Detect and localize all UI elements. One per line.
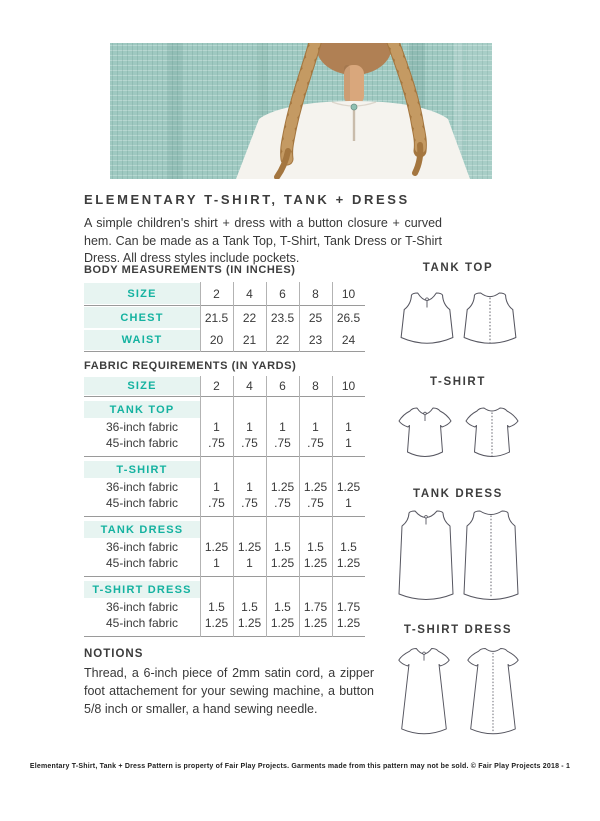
yardage-value: 1.25: [336, 616, 361, 630]
fabric-width-label: 36-inch fabric: [105, 540, 179, 554]
size-value: 8: [312, 286, 319, 301]
size-value: 6: [279, 286, 286, 301]
t-shirt-dress-back-icon: [461, 644, 525, 746]
table-row: [84, 376, 365, 397]
yardage-value: 1.5: [274, 540, 291, 554]
yardage-value: 1.25: [270, 616, 295, 630]
table-row: [84, 306, 365, 329]
waist-value: 23: [308, 333, 323, 347]
yardage-value: 1.5: [208, 600, 225, 614]
table-row: [84, 419, 365, 435]
chest-value: 25: [308, 310, 323, 325]
table-row: [84, 555, 365, 571]
hero-photo-illustration: [110, 43, 492, 179]
size-value: 4: [246, 379, 253, 393]
chest-value: 26.5: [336, 310, 361, 325]
copyright-footer: Elementary T-Shirt, Tank + Dress Pattern is property of Fair Play Projects. Garments made from this pattern may not be sold. © Fair Play Projects 2018 - 1: [29, 763, 571, 770]
yardage-value: 1: [213, 420, 220, 434]
fabric-width-label: 45-inch fabric: [105, 496, 179, 510]
tank-dress-back-icon: [461, 508, 521, 610]
yardage-value: .75: [208, 436, 225, 450]
table-row: [84, 615, 365, 631]
yardage-value: 1: [345, 436, 352, 450]
yardage-value: 1.25: [336, 556, 361, 570]
fabric-width-label: 36-inch fabric: [105, 420, 179, 434]
yardage-value: 1.5: [274, 600, 291, 614]
fabric-width-label: 45-inch fabric: [105, 616, 179, 630]
t-shirt-dress-front-icon: [392, 644, 456, 746]
yardage-value: 1.75: [336, 600, 361, 614]
section-header-label: TANK DRESS: [84, 521, 200, 538]
yardage-value: 1: [246, 480, 253, 494]
left-column: [84, 264, 374, 718]
page-description: A simple children's shirt + dress with a button closure + curved hem. Can be made as a Tank Top, T-Shirt, Tank Dress or T-Shirt Dress. All dress styles include pockets.: [84, 216, 442, 265]
table-row: [84, 329, 365, 352]
notions-text: Thread, a 6-inch piece of 2mm satin cord, a zipper foot attachement for your sewing machine, a button 5/8 inch or smaller, a hand sewing needle.: [84, 666, 374, 716]
chest-value: 23.5: [270, 310, 295, 325]
t-shirt-heading: T-SHIRT: [430, 376, 486, 388]
yardage-value: 1.25: [237, 540, 262, 554]
yardage-value: 1: [279, 420, 286, 434]
fabric-width-label: 45-inch fabric: [105, 436, 179, 450]
yardage-value: 1: [345, 420, 352, 434]
size-value: 4: [246, 286, 253, 301]
size-value: 2: [213, 379, 220, 393]
yardage-value: 1: [246, 556, 253, 570]
fabric-width-label: 36-inch fabric: [105, 480, 179, 494]
size-row-label: SIZE: [84, 283, 200, 304]
yardage-value: 1: [213, 556, 220, 570]
tank-dress-heading: TANK DRESS: [413, 488, 503, 500]
fabric-section-tank-top: [84, 397, 365, 457]
t-shirt-front-icon: [394, 396, 456, 474]
yardage-value: .75: [307, 496, 324, 510]
section-header-label: T-SHIRT: [84, 461, 200, 478]
yardage-value: 1: [213, 480, 220, 494]
fabric-section-tank-dress: [84, 517, 365, 577]
yardage-value: 1: [345, 496, 352, 510]
tank-top-illustration: [390, 282, 526, 362]
yardage-value: 1: [246, 420, 253, 434]
table-row: [84, 479, 365, 495]
tank-dress-illustration: [390, 508, 526, 610]
notions-heading: NOTIONS: [84, 648, 144, 660]
table-row: [84, 400, 365, 419]
yardage-value: 1.25: [303, 480, 328, 494]
yardage-value: 1.5: [340, 540, 357, 554]
yardage-value: .75: [307, 436, 324, 450]
size-value: 8: [312, 379, 319, 393]
yardage-value: .75: [208, 496, 225, 510]
waist-value: 21: [242, 333, 257, 347]
fabric-requirements-heading: FABRIC REQUIREMENTS (IN YARDS): [84, 360, 297, 372]
table-row: [84, 435, 365, 451]
fabric-requirements-table: [84, 376, 365, 637]
yardage-value: .75: [274, 436, 291, 450]
table-row: [84, 495, 365, 511]
table-row: [84, 599, 365, 615]
table-row: [84, 580, 365, 599]
size-row-label: SIZE: [84, 377, 200, 395]
t-shirt-illustration: [390, 396, 526, 474]
chest-value: 22: [242, 310, 257, 325]
yardage-value: 1.25: [204, 616, 229, 630]
yardage-value: 1.5: [307, 540, 324, 554]
tank-dress-front-icon: [396, 508, 456, 610]
t-shirt-dress-illustration: [390, 644, 526, 746]
yardage-value: 1.25: [303, 616, 328, 630]
chest-value: 21.5: [204, 310, 229, 325]
waist-value: 24: [341, 333, 356, 347]
fabric-width-label: 45-inch fabric: [105, 556, 179, 570]
size-value: 2: [213, 286, 220, 301]
waist-value: 22: [275, 333, 290, 347]
section-header-label: TANK TOP: [84, 401, 200, 418]
yardage-value: .75: [241, 496, 258, 510]
t-shirt-back-icon: [461, 396, 523, 474]
yardage-value: 1.5: [241, 600, 258, 614]
chest-row-label: CHEST: [84, 307, 200, 328]
size-value: 10: [341, 286, 356, 301]
fabric-section-t-shirt: [84, 457, 365, 517]
waist-row-label: WAIST: [84, 330, 200, 350]
table-row: [84, 460, 365, 479]
table-row: [84, 520, 365, 539]
hero-photo-girl-braids: [110, 43, 492, 179]
fabric-width-label: 36-inch fabric: [105, 600, 179, 614]
page-title: ELEMENTARY T-SHIRT, TANK + DRESS: [84, 192, 410, 207]
waist-value: 20: [209, 333, 224, 347]
tank-top-heading: TANK TOP: [422, 262, 494, 274]
table-row: [84, 539, 365, 555]
section-header-label: T-SHIRT DRESS: [84, 581, 200, 598]
tank-top-back-icon: [461, 282, 519, 362]
yardage-value: .75: [241, 436, 258, 450]
t-shirt-dress-heading: T-SHIRT DRESS: [403, 624, 513, 636]
fabric-section-t-shirt-dress: [84, 577, 365, 637]
tank-top-front-icon: [398, 282, 456, 362]
size-value: 10: [341, 379, 356, 393]
yardage-value: 1: [312, 420, 319, 434]
yardage-value: 1.25: [303, 556, 328, 570]
yardage-value: 1.25: [237, 616, 262, 630]
size-value: 6: [279, 379, 286, 393]
yardage-value: .75: [274, 496, 291, 510]
illustrations-column: [390, 262, 526, 760]
body-measurements-table: [84, 282, 365, 352]
yardage-value: 1.25: [270, 556, 295, 570]
yardage-value: 1.25: [336, 480, 361, 494]
yardage-value: 1.25: [270, 480, 295, 494]
table-row: [84, 282, 365, 306]
body-measurements-heading: BODY MEASUREMENTS (IN INCHES): [84, 264, 296, 276]
yardage-value: 1.75: [303, 600, 328, 614]
yardage-value: 1.25: [204, 540, 229, 554]
